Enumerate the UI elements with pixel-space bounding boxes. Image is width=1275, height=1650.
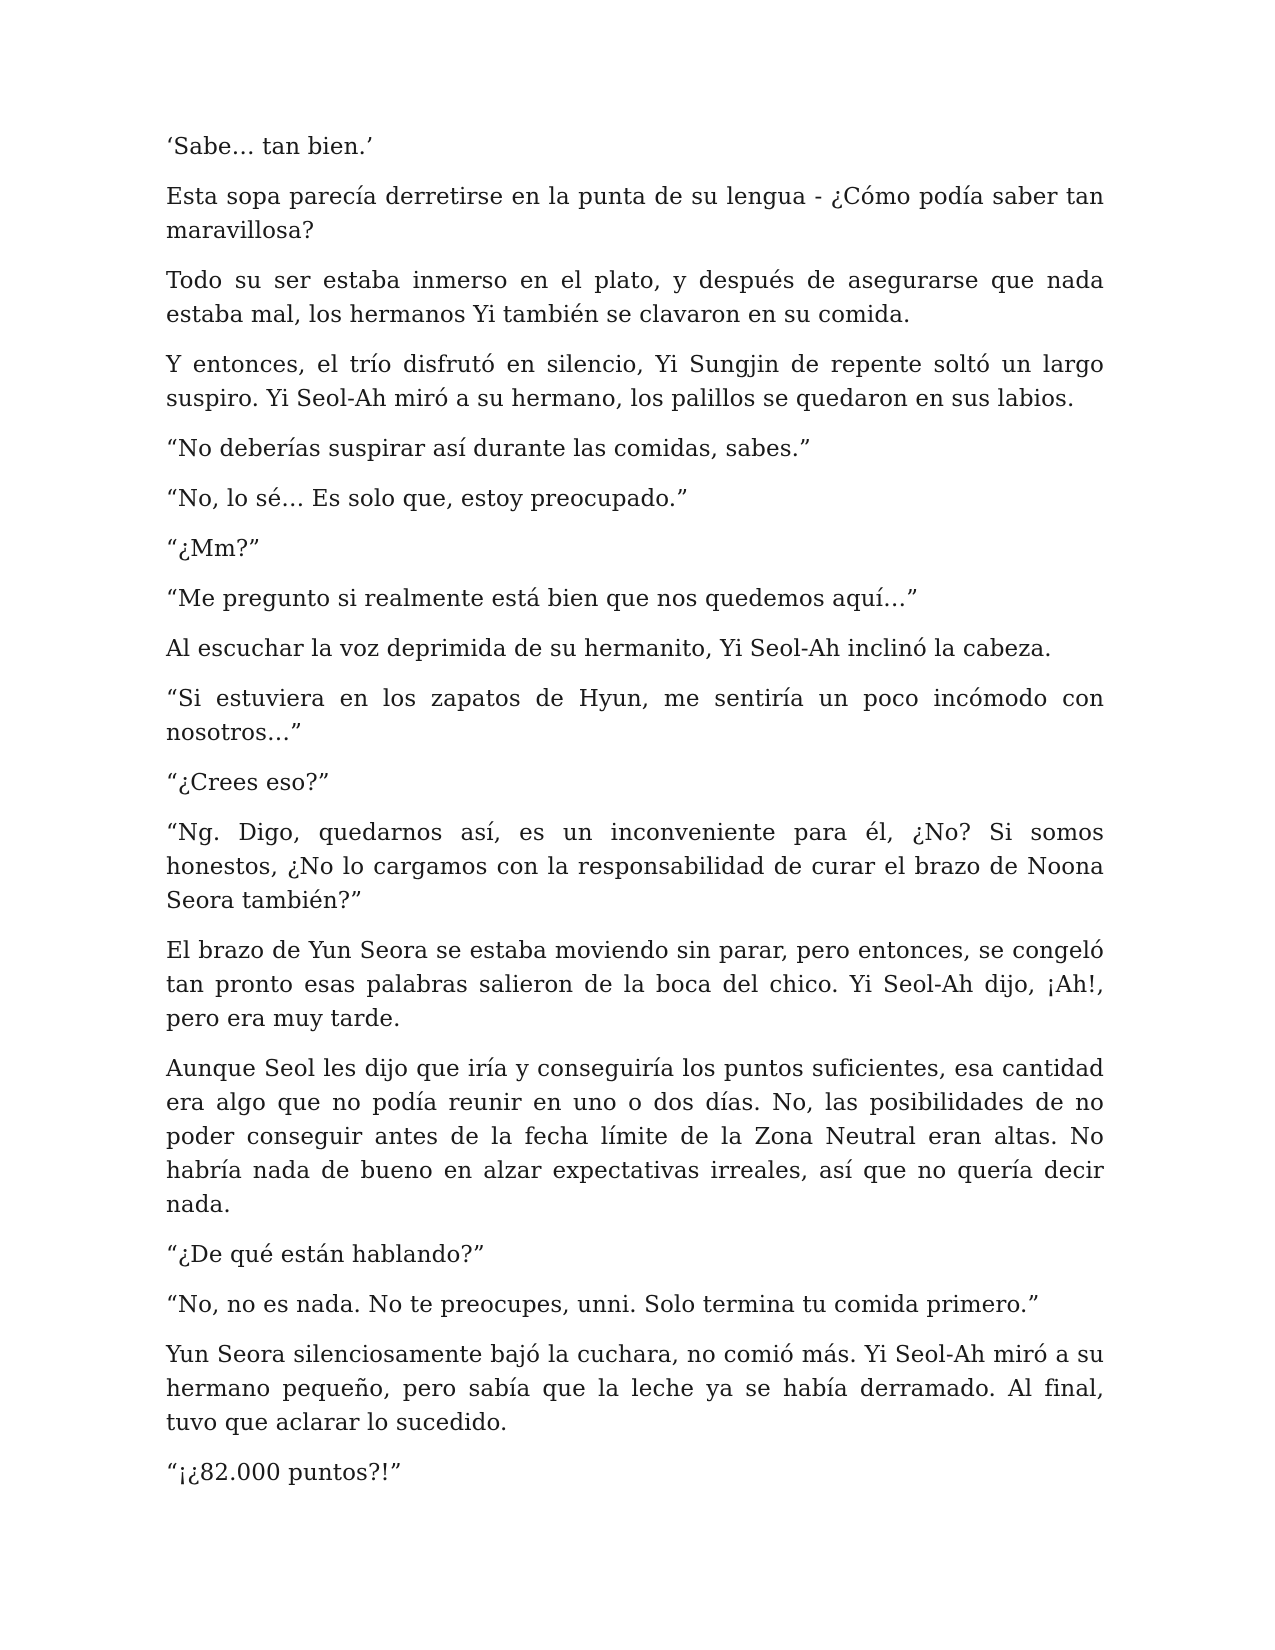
paragraph-17: Yun Seora silenciosamente bajó la cuchara, no comió más. Yi Seol-Ah miró a su hermano pequeño, pero sabía que la leche ya se había derramado. Al final, tuvo que aclarar lo sucedido. [166, 1342, 1104, 1436]
paragraph-8: “Me pregunto si realmente está bien que nos quedemos aquí…” [166, 586, 919, 612]
paragraph-9: Al escuchar la voz deprimida de su hermanito, Yi Seol-Ah inclinó la cabeza. [166, 636, 1052, 662]
paragraph-1: ‘Sabe… tan bien.’ [166, 134, 374, 160]
paragraph-16: “No, no es nada. No te preocupes, unni. Solo termina tu comida primero.” [166, 1292, 1040, 1318]
paragraph-11: “¿Crees eso?” [166, 770, 330, 796]
paragraph-6: “No, lo sé… Es solo que, estoy preocupado.” [166, 486, 689, 512]
paragraph-3: Todo su ser estaba inmerso en el plato, y después de asegurarse que nada estaba mal, los hermanos Yi también se clavaron en su comida. [166, 268, 1104, 328]
paragraph-18: “¡¿82.000 puntos?!” [166, 1460, 402, 1486]
paragraph-4: Y entonces, el trío disfrutó en silencio, Yi Sungjin de repente soltó un largo suspiro. Yi Seol-Ah miró a su hermano, los palillos se quedaron en sus labios. [166, 352, 1104, 412]
paragraph-5: “No deberías suspirar así durante las comidas, sabes.” [166, 436, 811, 462]
document-page [166, 130, 1104, 1506]
paragraph-7: “¿Mm?” [166, 536, 261, 562]
paragraph-15: “¿De qué están hablando?” [166, 1242, 485, 1268]
paragraph-10: “Si estuviera en los zapatos de Hyun, me sentiría un poco incómodo con nosotros…” [166, 686, 1104, 746]
paragraph-13: El brazo de Yun Seora se estaba moviendo sin parar, pero entonces, se congeló tan pronto esas palabras salieron de la boca del chico. Yi Seol-Ah dijo, ¡Ah!, pero era muy tarde. [166, 938, 1104, 1032]
paragraph-14: Aunque Seol les dijo que iría y conseguiría los puntos suficientes, esa cantidad era algo que no podía reunir en uno o dos días. No, las posibilidades de no poder conseguir antes de la fecha límite de la Zona Neutral eran altas. No habría nada de bueno en alzar expectativas irreales, así que no quería decir nada. [166, 1056, 1104, 1218]
paragraph-12: “Ng. Digo, quedarnos así, es un inconveniente para él, ¿No? Si somos honestos, ¿No lo cargamos con la responsabilidad de curar el brazo de Noona Seora también?” [166, 820, 1104, 914]
paragraph-2: Esta sopa parecía derretirse en la punta de su lengua - ¿Cómo podía saber tan maravillosa? [166, 184, 1104, 244]
